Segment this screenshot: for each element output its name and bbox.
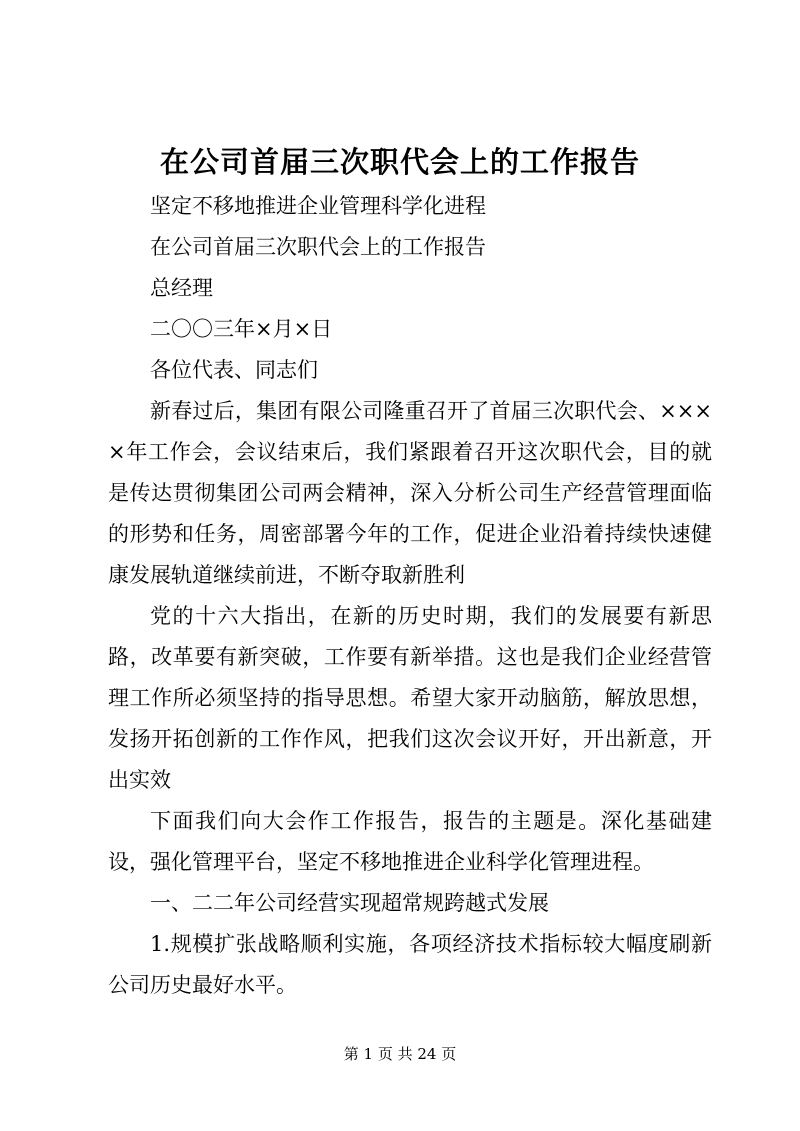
document-body bbox=[108, 186, 712, 1006]
date-paragraph: 二〇〇三年×月×日 bbox=[150, 317, 333, 341]
page-footer: 第 1 页 共 24 页 bbox=[343, 1045, 457, 1063]
section-heading: 一、二二年公司经营实现超常规跨越式发展 bbox=[150, 891, 549, 915]
subtitle-paragraph: 坚定不移地推进企业管理科学化进程 bbox=[150, 194, 486, 218]
report-name-paragraph: 在公司首届三次职代会上的工作报告 bbox=[150, 235, 486, 259]
body-paragraph: 新春过后，集团有限公司隆重召开了首届三次职代会、××××年工作会，会议结束后，我们紧跟着召开这次职代会，目的就是传达贯彻集团公司两会精神，深入分析公司生产经营管理面临的形势和任务，周密部署今年的工作，促进企业沿着持续快速健康发展轨道继续前进，不断夺取新胜利 bbox=[108, 399, 712, 587]
author-paragraph: 总经理 bbox=[150, 276, 213, 300]
document-title: 在公司首届三次职代会上的工作报告 bbox=[159, 145, 640, 179]
body-paragraph: 党的十六大指出，在新的历史时期，我们的发展要有新思路，改革要有新突破，工作要有新举措。这也是我们企业经营管理工作所必须坚持的指导思想。希望大家开动脑筋，解放思想，发扬开拓创新的工作作风，把我们这次会议开好，开出新意，开出实效 bbox=[108, 604, 712, 792]
body-paragraph: 下面我们向大会作工作报告，报告的主题是。深化基础建设，强化管理平台，坚定不移地推进企业科学化管理进程。 bbox=[108, 809, 712, 874]
salutation-paragraph: 各位代表、同志们 bbox=[150, 358, 318, 382]
body-paragraph: 1.规模扩张战略顺利实施，各项经济技术指标较大幅度刷新公司历史最好水平。 bbox=[108, 932, 712, 997]
